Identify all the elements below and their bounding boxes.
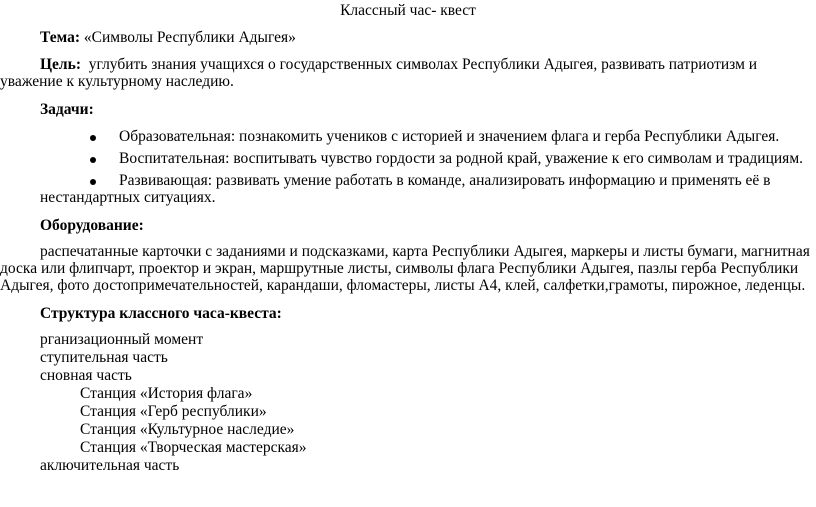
structure-subitem: Станция «История флага» [80,385,253,402]
theme-text: «Символы Республики Адыгея» [83,29,296,46]
bullet-icon [90,157,96,163]
bullet-icon [90,135,96,141]
task-item-1: Образовательная: познакомить учеников с историей и значением флага и герба Республики Адыгея. [119,128,780,145]
task-item-3-line-2: нестандартных ситуациях. [40,189,216,206]
equipment-text-2: доска или флипчарт, проектор и экран, маршрутные листы, символы флага Республики Адыгея, пазлы герба Республики [0,260,799,277]
structure-subitem: Станция «Герб республики» [80,403,267,420]
equipment-label: Оборудование: [40,217,144,234]
structure-item: сновная часть [40,367,132,384]
goal-text-1: углубить знания учащихся о государственных символах Республики Адыгея, развивать патриотизм и [88,56,758,73]
structure-item: аключительная часть [40,457,180,474]
goal-line-1 [40,56,757,74]
document-title: Классный час- квест [340,2,476,19]
structure-label: Структура классного часа-квеста: [40,305,282,322]
structure-item: рганизационный момент [40,331,204,348]
structure-subitem: Станция «Культурное наследие» [80,421,295,438]
goal-label: Цель: [40,56,81,73]
tasks-label: Задачи: [40,101,94,118]
bullet-icon [90,179,96,185]
task-item-2: Воспитательная: воспитывать чувство гордости за родной край, уважение к его символам и традициям. [119,150,803,167]
goal-text-2: уважение к культурному наследию. [0,73,234,90]
equipment-text-1: распечатанные карточки с заданиями и подсказками, карта Республики Адыгея, маркеры и листы бумаги, магнитная [40,243,810,260]
structure-item: ступительная часть [40,349,168,366]
theme-label: Тема: [40,29,80,46]
structure-subitem: Станция «Творческая мастерская» [80,439,307,456]
task-item-3-line-1: Развивающая: развивать умение работать в команде, анализировать информацию и применять её в [119,172,771,189]
theme-line [40,29,296,47]
equipment-text-3: Адыгея, фото достопримечательностей, карандаши, фломастеры, листы А4, клей, салфетки,грамоты, пирожное, леденцы. [0,277,806,294]
